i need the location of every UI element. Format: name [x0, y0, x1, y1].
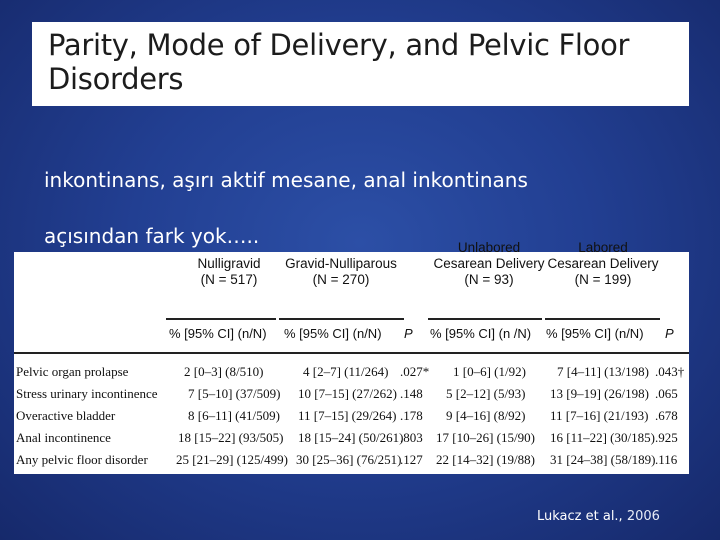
row-label: Overactive bladder	[16, 408, 116, 423]
cell-c4: 16 [11–22] (30/185)	[550, 430, 655, 445]
table-rule	[14, 352, 689, 354]
cell-p2: .925	[655, 430, 678, 445]
row-label: Pelvic organ prolapse	[16, 364, 129, 379]
group-n: (N = 93)	[464, 272, 514, 287]
cell-c3: 9 [4–16] (8/92)	[446, 408, 526, 423]
cell-p1: .803	[400, 430, 423, 445]
cell-p2: .065	[655, 386, 678, 401]
row-label: Any pelvic floor disorder	[16, 452, 148, 467]
cell-c1: 18 [15–22] (93/505)	[178, 430, 284, 445]
subheader-p2: P	[665, 326, 674, 341]
cell-c3: 17 [10–26] (15/90)	[436, 430, 535, 445]
group-header-unlabored	[424, 240, 554, 288]
group-header-nulligravid	[174, 256, 284, 288]
cell-c2: 18 [15–24] (50/261)	[298, 430, 404, 445]
header-rule	[166, 318, 276, 320]
body-text-line1: inkontinans, aşırı aktif mesane, anal inkontinans	[44, 168, 528, 192]
subheader-c4: % [95% CI] (n/N)	[546, 326, 644, 341]
results-table	[14, 240, 689, 474]
subheader-p1: P	[404, 326, 413, 341]
cell-p1: .127	[400, 452, 423, 467]
cell-c4: 31 [24–38] (58/189)	[550, 452, 656, 467]
group-name: Unlabored	[457, 240, 521, 255]
slide-title-line2: Disorders	[48, 62, 184, 96]
cell-p1: .027*	[400, 364, 430, 379]
cell-c4: 7 [4–11] (13/198)	[557, 364, 649, 379]
cell-p1: .148	[400, 386, 423, 401]
cell-c1: 2 [0–3] (8/510)	[184, 364, 264, 379]
group-name: Cesarean Delivery	[547, 256, 659, 271]
group-n: (N = 199)	[574, 272, 632, 287]
group-n: (N = 270)	[312, 272, 370, 287]
title-box	[32, 22, 689, 106]
cell-c3: 1 [0–6] (1/92)	[453, 364, 526, 379]
cell-c2: 11 [7–15] (29/264)	[298, 408, 397, 423]
cell-c2: 10 [7–15] (27/262)	[298, 386, 397, 401]
cell-c3: 5 [2–12] (5/93)	[446, 386, 526, 401]
citation-year: 2006	[626, 509, 660, 524]
cell-c1: 8 [6–11] (41/509)	[188, 408, 280, 423]
citation-author: Lukacz et al.,	[537, 509, 623, 524]
group-name: Cesarean Delivery	[433, 256, 545, 271]
group-name: Labored	[578, 240, 628, 255]
group-header-gravid-nulliparous	[276, 256, 406, 288]
group-name: Gravid-Nulliparous	[285, 256, 397, 271]
cell-c4: 11 [7–16] (21/193)	[550, 408, 649, 423]
citation	[537, 509, 660, 524]
cell-c1: 25 [21–29] (125/499)	[176, 452, 288, 467]
subheader-c2: % [95% CI] (n/N)	[284, 326, 382, 341]
cell-p2: .043†	[655, 364, 685, 379]
cell-c3: 22 [14–32] (19/88)	[436, 452, 535, 467]
group-name: Nulligravid	[197, 256, 261, 271]
subheader-c3: % [95% CI] (n /N)	[430, 326, 532, 341]
header-rule	[279, 318, 404, 320]
cell-c1: 7 [5–10] (37/509)	[188, 386, 281, 401]
row-label: Anal incontinence	[16, 430, 111, 445]
body-text-line2: açısından fark yok…..	[44, 224, 260, 248]
cell-c2: 30 [25–36] (76/251)	[296, 452, 402, 467]
cell-p2: .678	[655, 408, 678, 423]
cell-p1: .178	[400, 408, 423, 423]
cell-p2: .116	[655, 452, 678, 467]
group-n: (N = 517)	[200, 272, 258, 287]
row-label: Stress urinary incontinence	[16, 386, 158, 401]
cell-c4: 13 [9–19] (26/198)	[550, 386, 649, 401]
table-body	[14, 364, 689, 474]
header-rule	[428, 318, 542, 320]
subheader-c1: % [95% CI] (n/N)	[169, 326, 267, 341]
group-header-labored	[538, 240, 668, 288]
header-rule	[545, 318, 660, 320]
slide-title-line1: Parity, Mode of Delivery, and Pelvic Floor	[48, 28, 630, 62]
cell-c2: 4 [2–7] (11/264)	[303, 364, 389, 379]
